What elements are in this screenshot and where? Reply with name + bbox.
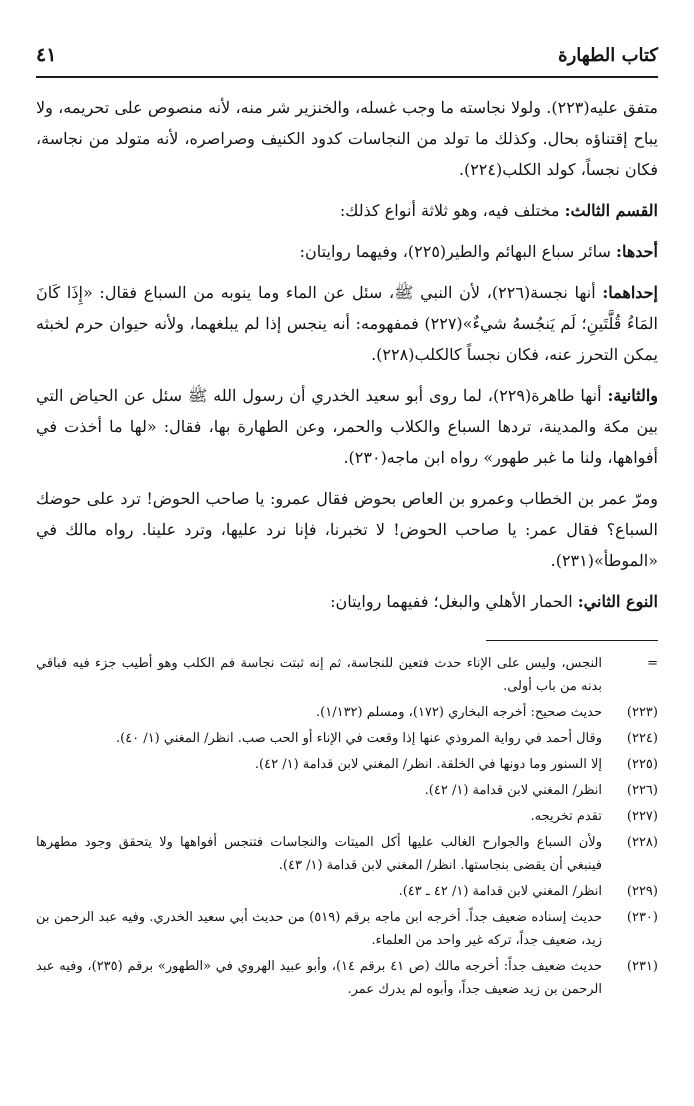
paragraph-3 [36,236,658,267]
footnote-number: (٢٢٣) [626,705,658,720]
running-header [36,44,658,66]
footnote [36,831,658,877]
footnote-text: تقدم تخريجه. [530,809,602,824]
second-narration-label: والثانية: [607,386,658,405]
footnote-number: = [647,656,658,671]
paragraph-3-text: سائر سباع البهائم والطير(٢٢٥)، وفيهما روايتان: [299,242,617,261]
paragraph-2-text: مختلف فيه، وهو ثلاثة أنواع كذلك: [339,201,565,220]
paragraph-7-text: الحمار الأهلي والبغل؛ ففيهما روايتان: [330,592,578,611]
footnote [36,652,658,698]
footnote-number: (٢٢٥) [626,757,658,772]
first-narration-label: إحداهما: [602,283,658,302]
paragraph-5 [36,380,658,473]
footnote [36,727,658,750]
paragraph-1: متفق عليه(٢٢٣). ولولا نجاسته ما وجب غسله، والخنزير شر منه، لأنه منصوص على تحريمه، ولا يباح إقتناؤه بحال. وكذلك ما تولد من النجاسات كدود الكنيف وصراصره، لأنه متولد من نجاسة، فكان نجساً، كولد الكلب(٢٢٤). [36,98,658,179]
footnote-text: انظر/ المغني لابن قدامة (١/ ٤٢ ـ ٤٣). [398,884,602,899]
paragraph-2 [36,195,658,226]
footnote-number: (٢٣٠) [626,910,658,925]
page-number: ٤١ [36,44,57,66]
footnote-text: انظر/ المغني لابن قدامة (١/ ٤٢). [424,783,602,798]
footnote-number: (٢٢٩) [626,884,658,899]
footnotes [36,652,658,1004]
footnote [36,779,658,802]
footnote [36,701,658,724]
footnote-text: وقال أحمد في رواية المروذي عنها إذا وقعت في الإناء أو الحب صب. انظر/ المغني (١/ ٤٠). [115,731,602,746]
footnote [36,880,658,903]
section-heading: القسم الثالث: [564,201,658,220]
footnote-text: ولأن السباع والجوارح الغالب عليها أكل الميتات والنجاسات فتنجس أفواهها ولا يتحقق وجود مطهرها فينبغي أن يقضى بنجاستها. انظر/ المغني لابن قدامة (١/ ٤٣). [36,835,602,873]
footnote [36,906,658,952]
footnote-divider [486,640,658,641]
footnote-number: (٢٣١) [626,959,658,974]
footnote-number: (٢٢٦) [626,783,658,798]
paragraph-5-text: أنها طاهرة(٢٢٩)، لما روى أبو سعيد الخدري أن رسول الله ﷺ سئل عن الحياض التي بين مكة والمدينة، تردها السباع والكلاب والحمر، وعن الطهارة بها، فقال: «لها ما أخذت في أفواهها، ولنا ما غبر طهور» رواه ابن ماجه(٢٣٠). [36,386,658,467]
paragraph-7 [36,586,658,617]
book-title: كتاب الطهارة [558,45,658,66]
footnote-text: حديث صحيح: أخرجه البخاري (١٧٢)، ومسلم (١/١٣٢). [316,705,602,720]
footnote [36,805,658,828]
footnote-text: إلا السنور وما دونها في الخلقة. انظر/ المغني لابن قدامة (١/ ٤٢). [254,757,602,772]
footnote-number: (٢٢٨) [626,835,658,850]
footnote-text: حديث ضعيف جداً: أخرجه مالك (ص ٤١ برقم ١٤)، وأبو عبيد الهروي في «الطهور» برقم (٢٣٥)، وفيه عبد الرحمن بن زيد ضعيف جداً، وأبوه لم يدرك عمر. [36,959,603,997]
footnote [36,955,658,1001]
header-divider [36,76,658,78]
paragraph-4-text: أنها نجسة(٢٢٦)، لأن النبي ﷺ، سئل عن الماء وما ينوبه من السباع فقال: «إِذَا كَانَ المَاءُ قُلَّتَينِ؛ لَم يَنجُسهُ شيءٌ»(٢٢٧) فمفهومه: أنه ينجس إذا لم يبلغهما، ولأنه حيوان حرم لخبثه يمكن التحرز عنه، فكان نجساً كالكلب(٢٢٨). [36,283,658,364]
footnote [36,753,658,776]
footnote-text: النجس، وليس على الإناء حدث فتعين للنجاسة، ثم إنه ثبتت نجاسة فم الكلب وهو أطيب جزء فيه فباقي بدنه من باب أولى. [36,656,602,694]
second-type-label: النوع الثاني: [577,592,658,611]
footnote-number: (٢٢٧) [626,809,658,824]
footnote-text: حديث إسناده ضعيف جداً. أخرجه ابن ماجه برقم (٥١٩) من حديث أبي سعيد الخدري. وفيه عبد الرحمن بن زيد، ضعيف جداً، تركه غير واحد من العلماء. [36,910,603,948]
paragraph-4 [36,277,658,370]
footnote-number: (٢٢٤) [626,731,658,746]
main-text [36,92,658,627]
paragraph-6: ومرّ عمر بن الخطاب وعمرو بن العاص بحوض فقال عمرو: يا صاحب الحوض! ترد على حوضك السباع؟ فقال عمر: يا صاحب الحوض! لا تخبرنا، فإنا نرد عليها، وترد علينا. رواه مالك في «الموطأ»(٢٣١). [36,489,658,570]
first-type-label: أحدها: [616,242,658,261]
